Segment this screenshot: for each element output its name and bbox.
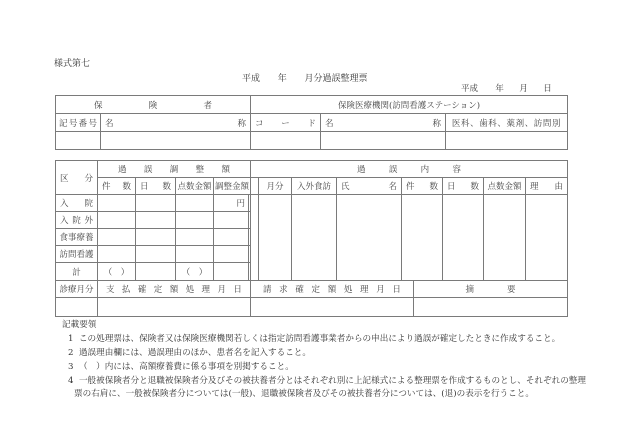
instruction-2: 2 過誤理由欄には、過誤理由のほか、患者名を記入すること。 (68, 348, 311, 358)
row-label-meal: 食事療養 (59, 233, 94, 243)
form-title (242, 71, 368, 84)
code-field[interactable] (251, 132, 320, 149)
det-month-header: 月分 (266, 182, 284, 192)
instruction-3: 3 （ ）内には、高額療養費に係る事項を別掲すること。 (68, 362, 294, 372)
total-points-field[interactable]: （ ） (181, 267, 208, 278)
date-era: 平成 (461, 84, 479, 94)
form-number: 様式第七 (54, 59, 91, 69)
insurer-header: 保 険 者 (94, 100, 212, 111)
symbol-number-field[interactable] (56, 132, 100, 149)
insurer-name-field[interactable] (101, 132, 250, 149)
title-era: 平成 (242, 74, 261, 84)
det-days-header: 日 数 (447, 182, 479, 192)
date-year-label: 年 (495, 84, 504, 94)
date-day-label: 日 (543, 84, 552, 94)
inpatient-adjustment-yen: 円 (236, 199, 245, 209)
title-year-label: 年 (277, 74, 287, 84)
det-name-header: 氏 名 (341, 182, 397, 192)
claim-date-field[interactable] (251, 298, 413, 316)
issue-date (461, 82, 552, 94)
instruction-4: 4 一般被保険者分と退職被保険者分及びその被扶養者分とはそれぞれ別に上記様式による整理票を作成するものとし、それぞれの整理 (68, 376, 586, 386)
instruction-1: 1 この処理票は、保険者又は保険医療機関若しくは指定訪問看護事業者からの申出により過誤が確定したときに作成すること。 (68, 334, 561, 344)
adj-days-header: 日 数 (140, 182, 171, 192)
claim-date-label: 請 求 確 定 額 処 理 月 日 (263, 285, 401, 295)
symbol-number-label: 記 号 番 号 (59, 118, 97, 129)
remarks-label: 摘 要 (465, 285, 516, 295)
treatment-month-label: 診療月分 (59, 285, 94, 295)
category-field[interactable] (446, 132, 567, 149)
treatment-month-field[interactable] (56, 298, 97, 316)
remarks-field[interactable] (414, 298, 567, 316)
detail-group-header: 過 誤 内 容 (357, 165, 461, 175)
code-label: コ ー ド (255, 118, 316, 129)
title-text: 月分過誤整理票 (304, 74, 368, 84)
det-cases-header: 件 数 (406, 182, 438, 192)
institution-name-label: 名 称 (325, 118, 441, 129)
row-label-outpatient: 入 院 外 (60, 216, 93, 226)
instruction-4-continuation: 票の右肩に、一般被保険者分については(一般)、退職被保険者及びその被扶養者分については、(退)の表示を行うこと。 (74, 389, 534, 399)
adj-points-header: 点数金額 (177, 182, 212, 192)
instructions-heading: 記載要領 (62, 320, 97, 330)
payment-date-label: 支 払 確 定 額 処 理 月 日 (106, 285, 242, 295)
row-label-inpatient: 入 院 (60, 199, 93, 209)
institution-name-field[interactable] (321, 132, 445, 149)
payment-date-field[interactable] (98, 298, 250, 316)
adj-cases-header: 件 数 (102, 182, 131, 192)
adj-amount-header: 調整金額 (214, 182, 249, 192)
category-label: 医科、歯科、薬剤、訪問別 (451, 118, 562, 129)
det-type-header: 入外食訪 (296, 182, 331, 192)
total-cases-field[interactable]: （ ） (103, 267, 130, 278)
division-header: 区 分 (60, 173, 93, 184)
adjustment-group-header: 過 誤 調 整 額 (118, 165, 230, 175)
det-reason-header: 理 由 (530, 182, 563, 192)
date-month-label: 月 (519, 84, 528, 94)
insurer-name-label: 名 称 (105, 118, 246, 129)
det-points-header: 点数金額 (487, 182, 522, 192)
institution-header: 保険医療機関(訪問看護ステーション) (337, 100, 481, 111)
row-label-total: 計 (72, 267, 81, 278)
row-label-visit-nursing: 訪問看護 (59, 250, 94, 260)
